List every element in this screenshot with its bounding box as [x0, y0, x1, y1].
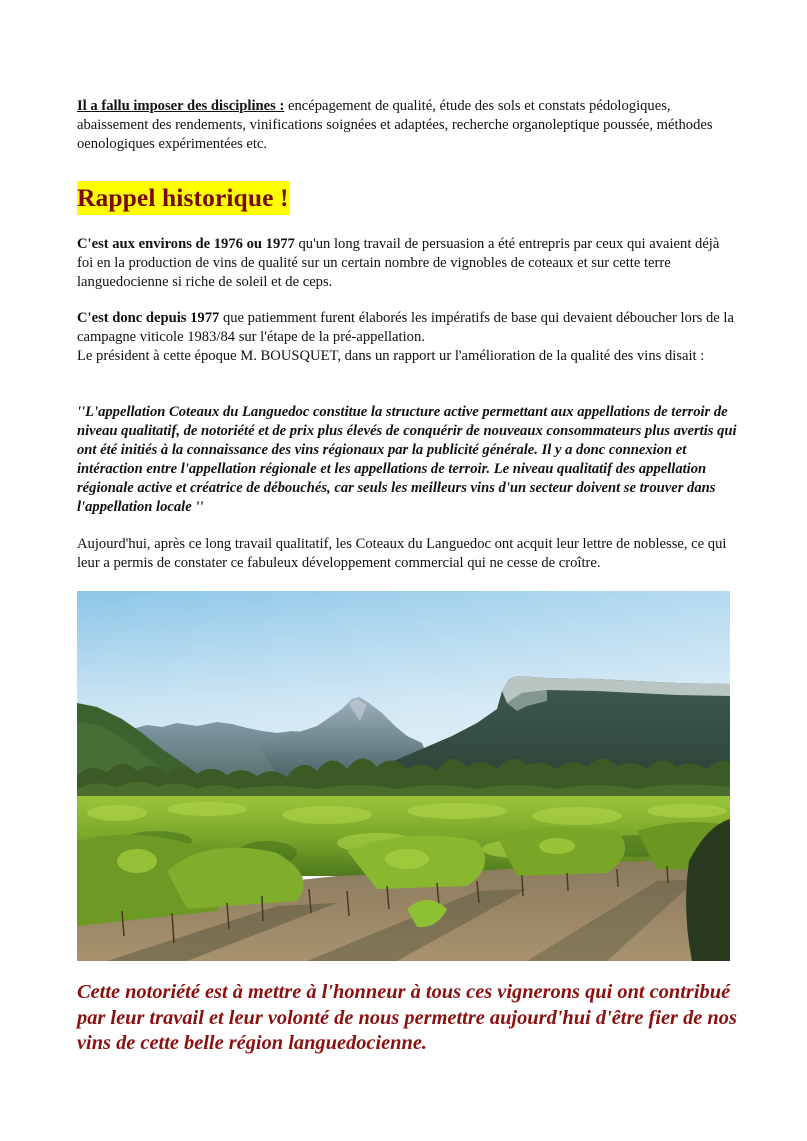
conclusion-paragraph: Aujourd'hui, après ce long travail qualitatif, les Coteaux du Languedoc ont acquit leur lettre de noblesse, ce qui leur a permis de constater ce fabuleux développement commercial qui ne cesse de croître. [77, 536, 727, 571]
history-1-lead: C'est aux environs de 1976 ou 1977 [77, 236, 295, 252]
intro-lead: Il a fallu imposer des disciplines : [77, 98, 285, 114]
history-paragraph-2 [77, 309, 737, 366]
vineyard-photo [77, 591, 730, 961]
intro-text: encépagement de qualité, étude des sols et constats pédologiques, abaissement des rendements, vinifications soignées et adaptées, recherche organoleptique poussée, méthodes oenologiques expérimentées etc. [77, 98, 713, 152]
section-heading: Rappel historique ! [77, 181, 290, 215]
history-1-text: qu'un long travail de persuasion a été entrepris par ceux qui avaient déjà foi en la production de vins de qualité sur un certain nombre de vignobles de coteaux et sur cette terre languedocienne si riche de soleil et de ceps. [77, 236, 720, 290]
intro-paragraph [77, 97, 737, 154]
closing-statement: Cette notoriété est à mettre à l'honneur à tous ces vignerons qui ont contribué par leur travail et leur volonté de nous permettre aujourd'hui d'être fier de nos vins de cette belle région languedocienne. [77, 981, 737, 1054]
history-paragraph-1 [77, 235, 737, 292]
history-2-text: que patiemment furent élaborés les impératifs de base qui devaient déboucher lors de la campagne viticole 1983/84 sur l'étape de la pré-appellation. [77, 310, 734, 345]
history-2-text-continued: Le président à cette époque M. BOUSQUET, dans un rapport ur l'amélioration de la qualité des vins disait : [77, 348, 705, 364]
history-2-lead: C'est donc depuis 1977 [77, 310, 220, 326]
president-quote: ''L'appellation Coteaux du Languedoc constitue la structure active permettant aux appellations de terroir de niveau qualitatif, de notoriété et de prix plus élevés de conquérir de nouveaux consommateurs plus avertis qui ont été initiés à la connaissance des vins régionaux par la publicité générale. Il y a donc connexion et intéraction entre l'appellation régionale et les appellations de terroir. Le niveau qualitatif des appellation régionale active et créatrice de débouchés, car seuls les meilleurs vins d'un secteur doivent se trouver dans l'appellation locale '' [77, 404, 737, 515]
